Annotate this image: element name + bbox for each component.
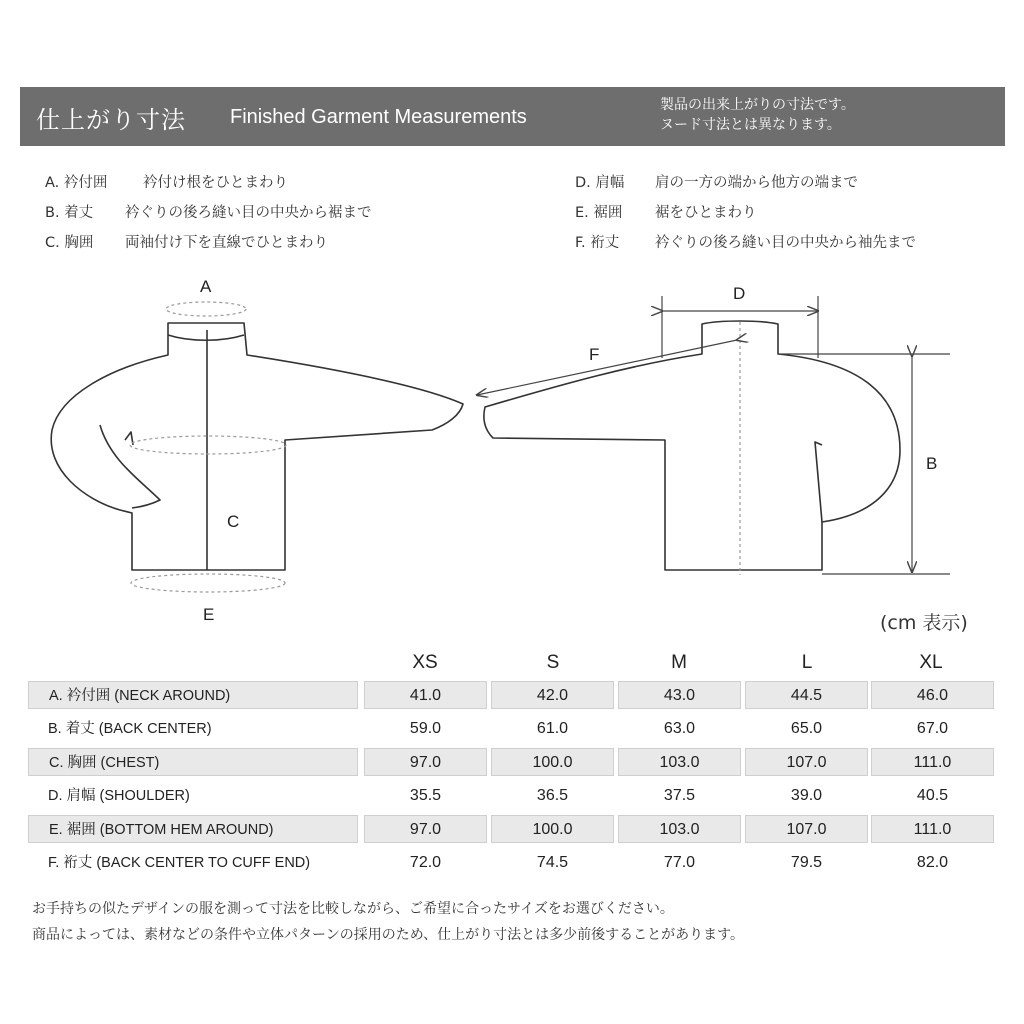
table-cell: 63.0	[663, 719, 696, 737]
table-row	[28, 713, 996, 747]
row-label: B. 着丈 (BACK CENTER)	[48, 720, 212, 737]
measurement-table	[28, 679, 996, 880]
front-cuff-mark	[125, 432, 133, 445]
label-b: B	[926, 454, 938, 473]
front-jacket-outline	[51, 323, 463, 570]
table-row	[28, 679, 996, 713]
size-header-xl: XL	[919, 652, 943, 673]
title-japanese: 仕上がり寸法	[36, 106, 186, 134]
table-row	[28, 847, 996, 881]
table-cell: 61.0	[536, 719, 569, 737]
size-header-s: S	[546, 652, 560, 673]
row-label: A. 衿付囲 (NECK AROUND)	[28, 681, 358, 709]
footnote	[32, 896, 744, 948]
footnote-line-2: 商品によっては、素材などの条件や立体パターンの採用のため、仕上がり寸法とは多少前後することがあります。	[32, 927, 745, 943]
header-note-line-1: 製品の出来上がりの寸法です。	[660, 97, 855, 113]
definition-key: C. 胸囲	[45, 235, 94, 251]
label-f: F	[589, 345, 600, 364]
definition-b	[45, 198, 372, 228]
definition-desc: 肩の一方の端から他方の端まで	[655, 175, 858, 191]
definition-key: F. 裄丈	[575, 235, 620, 251]
label-e: E	[203, 605, 215, 624]
table-cell: 37.5	[663, 786, 696, 804]
diagram-labels	[200, 277, 937, 624]
table-cell: 107.0	[745, 748, 868, 776]
table-cell: 82.0	[916, 853, 949, 871]
definition-key: E. 裾囲	[575, 205, 623, 221]
row-label: E. 裾囲 (BOTTOM HEM AROUND)	[28, 815, 358, 843]
table-cell: 111.0	[871, 748, 994, 776]
header-note	[660, 95, 855, 135]
table-cell: 65.0	[790, 719, 823, 737]
unit-note: (cm 表示)	[880, 612, 968, 634]
front-sleeve-inner	[100, 425, 160, 508]
table-cell: 100.0	[491, 748, 614, 776]
table-cell: 67.0	[916, 719, 949, 737]
table-cell: 100.0	[491, 815, 614, 843]
definition-key: B. 着丈	[45, 205, 94, 221]
definitions-left	[45, 168, 372, 258]
definition-key: A. 衿付囲	[45, 175, 108, 191]
table-row	[28, 780, 996, 814]
table-cell: 97.0	[364, 815, 487, 843]
header-note-line-2: ヌード寸法とは異なります。	[660, 117, 841, 133]
table-cell: 103.0	[618, 815, 741, 843]
definitions-right	[575, 168, 916, 258]
table-cell: 44.5	[745, 681, 868, 709]
table-cell: 39.0	[790, 786, 823, 804]
table-cell: 72.0	[409, 853, 442, 871]
row-label: F. 裄丈 (BACK CENTER TO CUFF END)	[48, 854, 311, 871]
definition-key: D. 肩幅	[575, 175, 625, 191]
definition-desc: 裾をひとまわり	[655, 205, 757, 221]
back-view	[484, 321, 900, 570]
size-header-xs: XS	[412, 652, 438, 673]
garment-diagram	[0, 260, 1024, 640]
label-a: A	[200, 277, 212, 296]
size-headers	[0, 652, 1024, 676]
table-cell: 111.0	[871, 815, 994, 843]
definition-f	[575, 228, 916, 258]
table-cell: 36.5	[536, 786, 569, 804]
label-d: D	[733, 284, 746, 303]
table-cell: 107.0	[745, 815, 868, 843]
back-jacket-outline	[484, 321, 900, 570]
table-cell: 59.0	[409, 719, 442, 737]
definition-desc: 両袖付け下を直線でひとまわり	[125, 235, 328, 251]
definition-c	[45, 228, 372, 258]
sleeve-length-arrow	[477, 340, 737, 395]
table-cell: 79.5	[790, 853, 823, 871]
table-cell: 41.0	[364, 681, 487, 709]
table-cell: 40.5	[916, 786, 949, 804]
table-cell: 43.0	[618, 681, 741, 709]
front-dashed-guides	[130, 302, 286, 592]
definition-desc: 衿ぐりの後ろ縫い目の中央から袖先まで	[655, 235, 916, 251]
row-label: D. 肩幅 (SHOULDER)	[48, 787, 190, 804]
chest-guide	[130, 436, 286, 454]
neck-around-guide	[166, 302, 246, 316]
label-c: C	[227, 512, 240, 531]
definition-d	[575, 168, 916, 198]
table-cell: 97.0	[364, 748, 487, 776]
hem-guide	[131, 574, 285, 592]
size-header-m: M	[671, 652, 687, 673]
table-cell: 46.0	[871, 681, 994, 709]
row-label: C. 胸囲 (CHEST)	[28, 748, 358, 776]
size-header-l: L	[801, 652, 813, 673]
title-english: Finished Garment Measurements	[230, 106, 527, 128]
table-cell: 42.0	[491, 681, 614, 709]
front-collar-line	[168, 335, 244, 340]
definition-e	[575, 198, 916, 228]
dimension-lines	[477, 296, 950, 574]
header-banner	[20, 87, 1005, 146]
back-sleeve-inner	[815, 442, 822, 522]
table-row	[28, 746, 996, 780]
table-cell: 35.5	[409, 786, 442, 804]
definition-a	[45, 168, 372, 198]
definition-desc: 衿付け根をひとまわり	[143, 175, 288, 191]
table-cell: 74.5	[536, 853, 569, 871]
front-view	[51, 323, 463, 570]
definition-desc: 衿ぐりの後ろ縫い目の中央から裾まで	[125, 205, 372, 221]
table-cell: 77.0	[663, 853, 696, 871]
table-row	[28, 813, 996, 847]
table-cell: 103.0	[618, 748, 741, 776]
footnote-line-1: お手持ちの似たデザインの服を測って寸法を比較しながら、ご希望に合ったサイズをお選びください。	[32, 901, 674, 917]
